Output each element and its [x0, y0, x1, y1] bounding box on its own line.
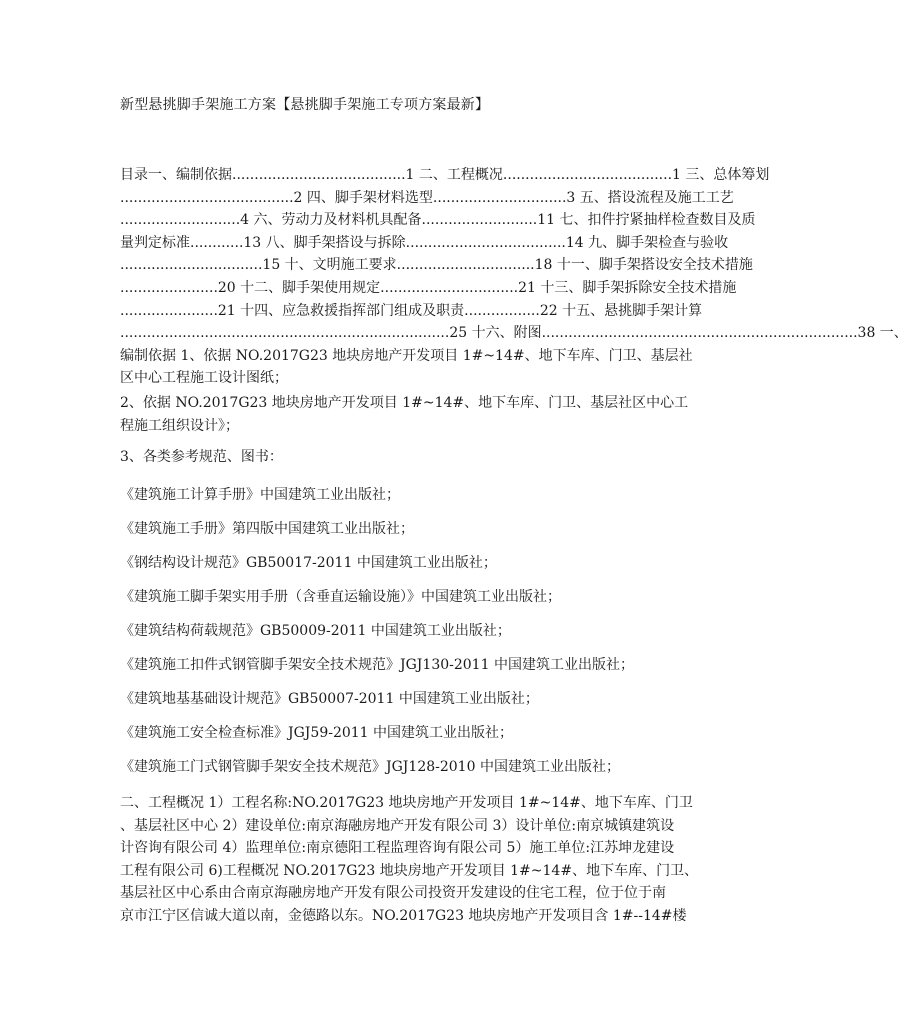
toc-line: 量判定标准............13 八、脚手架搭设与拆除....................................14 九、脚手架检查与验收 — [120, 234, 729, 251]
reference-item: 《建筑地基基础设计规范》GB50007-2011 中国建筑工业出版社； — [120, 691, 539, 707]
paragraph-line: 2、依据 NO.2017G23 地块房地产开发项目 1#~14#、地下车库、门卫、基层社区中心工 — [120, 395, 689, 411]
paragraph-line: 、基层社区中心 2）建设单位:南京海融房地产开发有限公司 3）设计单位:南京城镇建筑设 — [120, 817, 675, 834]
reference-item: 《建筑施工手册》第四版中国建筑工业出版社； — [120, 521, 414, 537]
basis-item-3: 3、各类参考规范、图书： — [120, 449, 283, 465]
paragraph-line: 工程有限公司 6)工程概况 NO.2017G23 地块房地产开发项目 1#~14#、地下车库、门卫、 — [120, 862, 699, 879]
reference-item: 《建筑施工脚手架实用手册（含垂直运输设施）》中国建筑工业出版社； — [120, 589, 561, 605]
toc-line: ......................20 十二、脚手架使用规定...............................21 十三、脚手架拆除安全技术措施 — [120, 279, 737, 296]
reference-item: 《建筑施工门式钢管脚手架安全技术规范》JGJ128-2010 中国建筑工业出版社； — [120, 759, 620, 775]
project-overview — [120, 792, 699, 927]
toc-line: 编制依据 1、依据 NO.2017G23 地块房地产开发项目 1#~14#、地下车库、门卫、基层社 — [120, 347, 693, 364]
reference-item: 《钢结构设计规范》GB50017-2011 中国建筑工业出版社； — [120, 555, 497, 571]
reference-item: 《建筑结构荷载规范》GB50009-2011 中国建筑工业出版社； — [120, 623, 511, 639]
reference-item: 《建筑施工扣件式钢管脚手架安全技术规范》JGJ130-2011 中国建筑工业出版社； — [120, 657, 634, 673]
toc-line: ......................21 十四、应急救援指挥部门组成及职责.................22 十五、悬挑脚手架计算 — [120, 302, 703, 319]
toc-line: ................................15 十、文明施工要求...............................18 十一、脚手架搭设安全技术措施 — [120, 257, 753, 274]
toc-line: 区中心工程施工设计图纸； — [120, 370, 288, 387]
toc-line: ..........................................................................25 十六、附图.......................................................................38 一、 — [120, 325, 908, 342]
toc-line: .......................................2 四、脚手架材料选型..............................3 五、搭设流程及施工工艺 — [120, 189, 734, 206]
toc-line: ...........................4 六、劳动力及材料机具配备..........................11 七、扣件拧紧抽样检查数目及质 — [120, 212, 756, 229]
document-title: 新型悬挑脚手架施工方案【悬挑脚手架施工专项方案最新】 — [120, 97, 490, 113]
paragraph-line: 二、工程概况 1）工程名称:NO.2017G23 地块房地产开发项目 1#~14#、地下车库、门卫 — [120, 795, 693, 811]
paragraph-line: 基层社区中心系由合南京海融房地产开发有限公司投资开发建设的住宅工程，位于位于南 — [120, 885, 666, 901]
table-of-contents — [120, 164, 908, 390]
reference-item: 《建筑施工计算手册》中国建筑工业出版社； — [120, 487, 400, 503]
paragraph-line: 京市江宁区信诚大道以南，金德路以东。NO.2017G23 地块房地产开发项目含 1#--14#楼 — [120, 907, 687, 924]
reference-item: 《建筑施工安全检查标准》JGJ59-2011 中国建筑工业出版社； — [120, 725, 514, 741]
toc-line: 目录一、编制依据.......................................1 二、工程概况......................................1 三、总体筹划 — [120, 167, 770, 183]
paragraph-line: 程施工组织设计》； — [120, 417, 239, 434]
basis-item-2 — [120, 392, 688, 437]
paragraph-line: 计咨询有限公司 4）监理单位:南京德阳工程监理咨询有限公司 5）施工单位:江苏坤龙建设 — [120, 840, 675, 856]
